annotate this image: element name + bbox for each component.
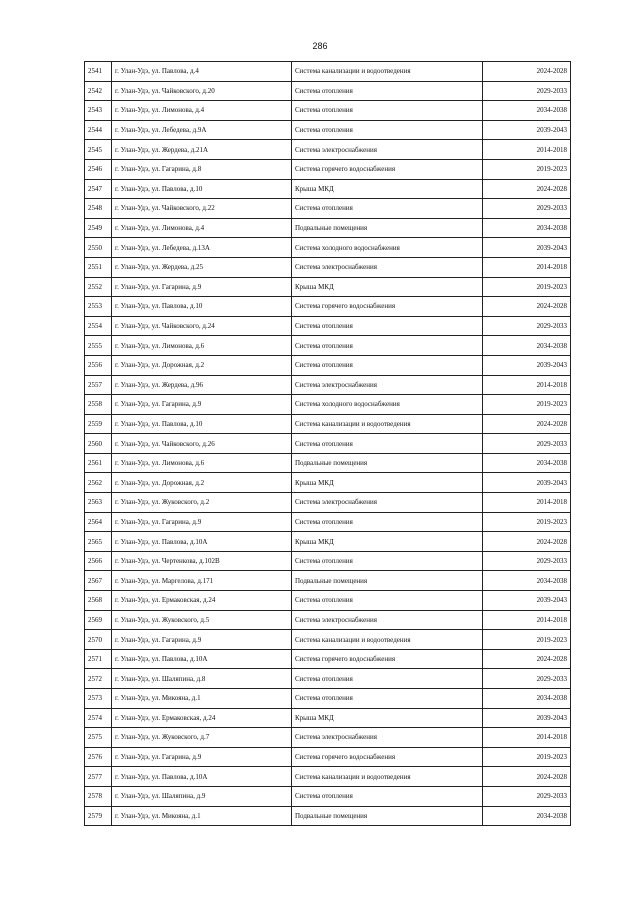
address-cell: г. Улан-Удэ, ул. Дорожная, д.2 — [112, 473, 292, 493]
table-row — [85, 453, 571, 473]
repair-period-cell: 2024-2028 — [483, 767, 571, 787]
row-number-cell: 2549 — [85, 218, 112, 238]
building-system-cell: Система электроснабжения — [292, 257, 483, 277]
repair-period-cell: 2034-2038 — [483, 806, 571, 826]
repair-period-cell: 2029-2033 — [483, 786, 571, 806]
table-row — [85, 414, 571, 434]
repair-period-cell: 2019-2023 — [483, 630, 571, 650]
row-number-cell: 2545 — [85, 140, 112, 160]
building-system-cell: Крыша МКД — [292, 179, 483, 199]
table-row — [85, 669, 571, 689]
repair-period-cell: 2029-2033 — [483, 81, 571, 101]
building-system-cell: Система горячего водоснабжения — [292, 159, 483, 179]
row-number-cell: 2555 — [85, 336, 112, 356]
address-cell: г. Улан-Удэ, ул. Гагарина, д.9 — [112, 512, 292, 532]
building-system-cell: Крыша МКД — [292, 473, 483, 493]
address-cell: г. Улан-Удэ, ул. Жердева, д.21А — [112, 140, 292, 160]
building-system-cell: Система горячего водоснабжения — [292, 747, 483, 767]
row-number-cell: 2577 — [85, 767, 112, 787]
address-cell: г. Улан-Удэ, ул. Павлова, д.10 — [112, 179, 292, 199]
address-cell: г. Улан-Удэ, ул. Гагарина, д.9 — [112, 747, 292, 767]
table-row — [85, 806, 571, 826]
table-row — [85, 747, 571, 767]
table-row — [85, 532, 571, 552]
page-number: 286 — [312, 41, 328, 51]
table-row — [85, 767, 571, 787]
building-system-cell: Система электроснабжения — [292, 728, 483, 748]
repair-period-cell: 2034-2038 — [483, 453, 571, 473]
address-cell: г. Улан-Удэ, ул. Ермаковская, д.24 — [112, 708, 292, 728]
repair-period-cell: 2024-2028 — [483, 62, 571, 82]
building-system-cell: Система холодного водоснабжения — [292, 395, 483, 415]
address-cell: г. Улан-Удэ, ул. Павлова, д.10 — [112, 414, 292, 434]
row-number-cell: 2573 — [85, 689, 112, 709]
row-number-cell: 2562 — [85, 473, 112, 493]
repair-period-cell: 2034-2038 — [483, 689, 571, 709]
building-system-cell: Система отопления — [292, 591, 483, 611]
building-system-cell: Система отопления — [292, 669, 483, 689]
repair-period-cell: 2034-2038 — [483, 571, 571, 591]
address-cell: г. Улан-Удэ, ул. Лебедева, д.13А — [112, 238, 292, 258]
row-number-cell: 2542 — [85, 81, 112, 101]
repair-period-cell: 2039-2043 — [483, 591, 571, 611]
row-number-cell: 2561 — [85, 453, 112, 473]
row-number-cell: 2569 — [85, 610, 112, 630]
table-row — [85, 316, 571, 336]
row-number-cell: 2566 — [85, 551, 112, 571]
building-system-cell: Система отопления — [292, 316, 483, 336]
table-row — [85, 81, 571, 101]
building-system-cell: Система электроснабжения — [292, 140, 483, 160]
registry-table-body — [85, 62, 571, 826]
row-number-cell: 2560 — [85, 434, 112, 454]
table-row — [85, 512, 571, 532]
table-row — [85, 355, 571, 375]
building-system-cell: Система канализации и водоотведения — [292, 630, 483, 650]
table-row — [85, 571, 571, 591]
repair-period-cell: 2014-2018 — [483, 257, 571, 277]
address-cell: г. Улан-Удэ, ул. Жуковского, д.7 — [112, 728, 292, 748]
building-system-cell: Система отопления — [292, 512, 483, 532]
address-cell: г. Улан-Удэ, ул. Жуковского, д.2 — [112, 493, 292, 513]
repair-period-cell: 2019-2023 — [483, 159, 571, 179]
table-row — [85, 101, 571, 121]
repair-period-cell: 2024-2028 — [483, 179, 571, 199]
table-row — [85, 689, 571, 709]
row-number-cell: 2551 — [85, 257, 112, 277]
table-row — [85, 591, 571, 611]
repair-period-cell: 2014-2018 — [483, 375, 571, 395]
repair-period-cell: 2034-2038 — [483, 336, 571, 356]
table-row — [85, 395, 571, 415]
address-cell: г. Улан-Удэ, ул. Чайковского, д.20 — [112, 81, 292, 101]
building-system-cell: Система канализации и водоотведения — [292, 414, 483, 434]
building-system-cell: Система отопления — [292, 120, 483, 140]
address-cell: г. Улан-Удэ, ул. Маргелова, д.171 — [112, 571, 292, 591]
row-number-cell: 2574 — [85, 708, 112, 728]
address-cell: г. Улан-Удэ, ул. Лимонова, д.6 — [112, 336, 292, 356]
address-cell: г. Улан-Удэ, ул. Павлова, д.4 — [112, 62, 292, 82]
table-row — [85, 120, 571, 140]
table-row — [85, 199, 571, 219]
address-cell: г. Улан-Удэ, ул. Чайковского, д.26 — [112, 434, 292, 454]
address-cell: г. Улан-Удэ, ул. Павлова, д.10А — [112, 532, 292, 552]
row-number-cell: 2554 — [85, 316, 112, 336]
address-cell: г. Улан-Удэ, ул. Чайковского, д.24 — [112, 316, 292, 336]
repair-period-cell: 2039-2043 — [483, 473, 571, 493]
table-row — [85, 297, 571, 317]
row-number-cell: 2579 — [85, 806, 112, 826]
table-row — [85, 140, 571, 160]
row-number-cell: 2552 — [85, 277, 112, 297]
repair-period-cell: 2039-2043 — [483, 708, 571, 728]
building-system-cell: Подвальные помещения — [292, 571, 483, 591]
repair-period-cell: 2029-2033 — [483, 551, 571, 571]
repair-period-cell: 2024-2028 — [483, 414, 571, 434]
repair-period-cell: 2034-2038 — [483, 101, 571, 121]
building-system-cell: Система электроснабжения — [292, 493, 483, 513]
building-system-cell: Система отопления — [292, 81, 483, 101]
table-row — [85, 630, 571, 650]
row-number-cell: 2557 — [85, 375, 112, 395]
table-row — [85, 473, 571, 493]
repair-period-cell: 2039-2043 — [483, 355, 571, 375]
repair-period-cell: 2039-2043 — [483, 120, 571, 140]
table-row — [85, 257, 571, 277]
repair-period-cell: 2019-2023 — [483, 395, 571, 415]
row-number-cell: 2570 — [85, 630, 112, 650]
table-row — [85, 708, 571, 728]
table-row — [85, 218, 571, 238]
row-number-cell: 2575 — [85, 728, 112, 748]
building-system-cell: Система отопления — [292, 199, 483, 219]
row-number-cell: 2556 — [85, 355, 112, 375]
repair-period-cell: 2019-2023 — [483, 747, 571, 767]
row-number-cell: 2567 — [85, 571, 112, 591]
address-cell: г. Улан-Удэ, ул. Дорожная, д.2 — [112, 355, 292, 375]
address-cell: г. Улан-Удэ, ул. Лебедева, д.9А — [112, 120, 292, 140]
address-cell: г. Улан-Удэ, ул. Павлова, д.10А — [112, 767, 292, 787]
address-cell: г. Улан-Удэ, ул. Чертенкова, д.102В — [112, 551, 292, 571]
repair-period-cell: 2019-2023 — [483, 277, 571, 297]
row-number-cell: 2559 — [85, 414, 112, 434]
row-number-cell: 2548 — [85, 199, 112, 219]
address-cell: г. Улан-Удэ, ул. Гагарина, д.9 — [112, 277, 292, 297]
building-system-cell: Система отопления — [292, 551, 483, 571]
address-cell: г. Улан-Удэ, ул. Шаляпина, д.9 — [112, 786, 292, 806]
repair-period-cell: 2014-2018 — [483, 610, 571, 630]
row-number-cell: 2543 — [85, 101, 112, 121]
table-row — [85, 434, 571, 454]
row-number-cell: 2563 — [85, 493, 112, 513]
repair-period-cell: 2019-2023 — [483, 512, 571, 532]
address-cell: г. Улан-Удэ, ул. Гагарина, д.9 — [112, 630, 292, 650]
address-cell: г. Улан-Удэ, ул. Лимонова, д.4 — [112, 218, 292, 238]
address-cell: г. Улан-Удэ, ул. Чайковского, д.22 — [112, 199, 292, 219]
building-system-cell: Система отопления — [292, 689, 483, 709]
repair-period-cell: 2014-2018 — [483, 140, 571, 160]
row-number-cell: 2546 — [85, 159, 112, 179]
building-system-cell: Система холодного водоснабжения — [292, 238, 483, 258]
repair-period-cell: 2024-2028 — [483, 649, 571, 669]
address-cell: г. Улан-Удэ, ул. Гагарина, д.9 — [112, 395, 292, 415]
repair-period-cell: 2029-2033 — [483, 199, 571, 219]
row-number-cell: 2571 — [85, 649, 112, 669]
building-system-cell: Крыша МКД — [292, 708, 483, 728]
address-cell: г. Улан-Удэ, ул. Шаляпина, д.8 — [112, 669, 292, 689]
building-system-cell: Система канализации и водоотведения — [292, 767, 483, 787]
row-number-cell: 2565 — [85, 532, 112, 552]
address-cell: г. Улан-Удэ, ул. Лимонова, д.4 — [112, 101, 292, 121]
table-row — [85, 238, 571, 258]
table-row — [85, 493, 571, 513]
repair-period-cell: 2024-2028 — [483, 297, 571, 317]
address-cell: г. Улан-Удэ, ул. Ермаковская, д.24 — [112, 591, 292, 611]
registry-table — [84, 61, 571, 826]
table-row — [85, 336, 571, 356]
table-row — [85, 277, 571, 297]
row-number-cell: 2564 — [85, 512, 112, 532]
building-system-cell: Система отопления — [292, 434, 483, 454]
row-number-cell: 2576 — [85, 747, 112, 767]
building-system-cell: Система электроснабжения — [292, 610, 483, 630]
building-system-cell: Система отопления — [292, 336, 483, 356]
table-row — [85, 375, 571, 395]
row-number-cell: 2578 — [85, 786, 112, 806]
table-row — [85, 551, 571, 571]
table-row — [85, 62, 571, 82]
repair-period-cell: 2029-2033 — [483, 434, 571, 454]
address-cell: г. Улан-Удэ, ул. Жердева, д.96 — [112, 375, 292, 395]
row-number-cell: 2547 — [85, 179, 112, 199]
building-system-cell: Система отопления — [292, 786, 483, 806]
building-system-cell: Подвальные помещения — [292, 806, 483, 826]
row-number-cell: 2553 — [85, 297, 112, 317]
table-row — [85, 179, 571, 199]
building-system-cell: Подвальные помещения — [292, 453, 483, 473]
row-number-cell: 2558 — [85, 395, 112, 415]
row-number-cell: 2550 — [85, 238, 112, 258]
building-system-cell: Система горячего водоснабжения — [292, 297, 483, 317]
table-row — [85, 786, 571, 806]
building-system-cell: Система отопления — [292, 101, 483, 121]
building-system-cell: Крыша МКД — [292, 532, 483, 552]
repair-period-cell: 2034-2038 — [483, 218, 571, 238]
table-row — [85, 649, 571, 669]
repair-period-cell: 2014-2018 — [483, 728, 571, 748]
building-system-cell: Система горячего водоснабжения — [292, 649, 483, 669]
building-system-cell: Крыша МКД — [292, 277, 483, 297]
row-number-cell: 2544 — [85, 120, 112, 140]
repair-period-cell: 2029-2033 — [483, 316, 571, 336]
table-row — [85, 728, 571, 748]
repair-period-cell: 2014-2018 — [483, 493, 571, 513]
building-system-cell: Подвальные помещения — [292, 218, 483, 238]
building-system-cell: Система канализации и водоотведения — [292, 62, 483, 82]
repair-period-cell: 2024-2028 — [483, 532, 571, 552]
building-system-cell: Система отопления — [292, 355, 483, 375]
row-number-cell: 2541 — [85, 62, 112, 82]
repair-period-cell: 2039-2043 — [483, 238, 571, 258]
table-row — [85, 159, 571, 179]
table-row — [85, 610, 571, 630]
address-cell: г. Улан-Удэ, ул. Жердева, д.25 — [112, 257, 292, 277]
row-number-cell: 2572 — [85, 669, 112, 689]
address-cell: г. Улан-Удэ, ул. Павлова, д.10 — [112, 297, 292, 317]
address-cell: г. Улан-Удэ, ул. Микояна, д.1 — [112, 806, 292, 826]
address-cell: г. Улан-Удэ, ул. Жуковского, д.5 — [112, 610, 292, 630]
address-cell: г. Улан-Удэ, ул. Павлова, д.10А — [112, 649, 292, 669]
address-cell: г. Улан-Удэ, ул. Гагарина, д.8 — [112, 159, 292, 179]
repair-period-cell: 2029-2033 — [483, 669, 571, 689]
building-system-cell: Система электроснабжения — [292, 375, 483, 395]
address-cell: г. Улан-Удэ, ул. Лимонова, д.6 — [112, 453, 292, 473]
row-number-cell: 2568 — [85, 591, 112, 611]
address-cell: г. Улан-Удэ, ул. Микояна, д.1 — [112, 689, 292, 709]
